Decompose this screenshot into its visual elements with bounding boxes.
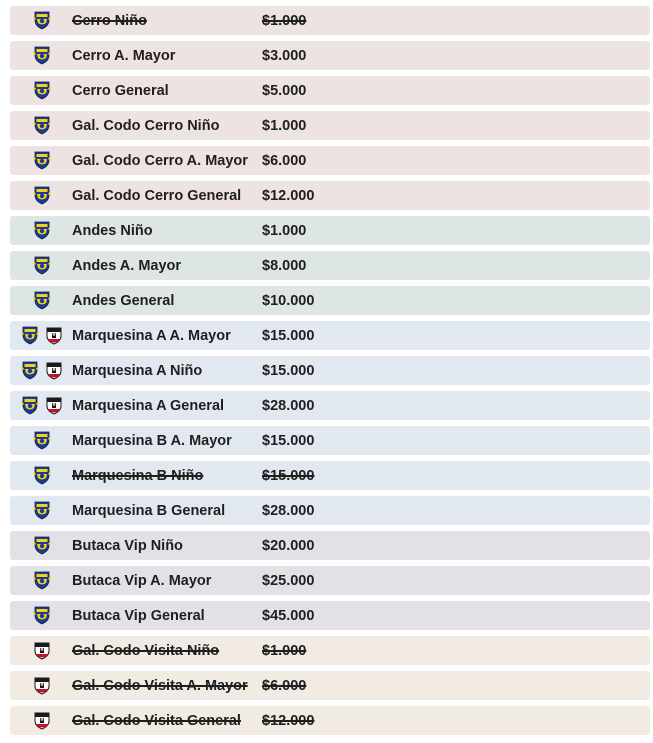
ticket-row[interactable] (10, 426, 650, 455)
everton-crest-icon (20, 325, 40, 345)
team-crests (10, 426, 72, 455)
ticket-price: $15.000 (262, 432, 315, 449)
ticket-row[interactable] (10, 321, 650, 350)
ticket-price: $6.000 (262, 677, 307, 694)
ticket-row[interactable] (10, 601, 650, 630)
ticket-price: $12.000 (262, 712, 315, 729)
ticket-row[interactable] (10, 531, 650, 560)
ticket-price: $1.000 (262, 117, 307, 134)
ticket-price: $1.000 (262, 222, 307, 239)
team-crests (10, 41, 72, 70)
ticket-label: Gal. Codo Cerro Niño (72, 117, 220, 134)
ticket-label: Marquesina A General (72, 397, 225, 414)
ticket-label: Cerro General (72, 82, 169, 99)
ticket-label: Gal. Codo Visita A. Mayor (72, 677, 248, 694)
ticket-price: $6.000 (262, 152, 307, 169)
ticket-price: $20.000 (262, 537, 315, 554)
team-crests (10, 356, 72, 385)
team-crests (10, 636, 72, 665)
colo-colo-crest-icon (44, 395, 64, 415)
everton-crest-icon (32, 465, 52, 485)
colo-colo-crest-icon (32, 675, 52, 695)
ticket-label: Gal. Codo Cerro A. Mayor (72, 152, 248, 169)
ticket-row[interactable] (10, 76, 650, 105)
ticket-row (10, 706, 650, 735)
ticket-price: $8.000 (262, 257, 307, 274)
everton-crest-icon (32, 535, 52, 555)
ticket-row[interactable] (10, 111, 650, 140)
everton-crest-icon (20, 395, 40, 415)
everton-crest-icon (32, 255, 52, 275)
ticket-label: Gal. Codo Visita Niño (72, 642, 220, 659)
everton-crest-icon (32, 605, 52, 625)
ticket-price: $15.000 (262, 362, 315, 379)
team-crests (10, 111, 72, 140)
colo-colo-crest-icon (32, 640, 52, 660)
everton-crest-icon (32, 220, 52, 240)
ticket-price: $25.000 (262, 572, 315, 589)
team-crests (10, 286, 72, 315)
ticket-label: Marquesina B A. Mayor (72, 432, 232, 449)
team-crests (10, 321, 72, 350)
ticket-row[interactable] (10, 391, 650, 420)
ticket-label: Marquesina B General (72, 502, 226, 519)
ticket-price: $28.000 (262, 397, 315, 414)
team-crests (10, 216, 72, 245)
everton-crest-icon (20, 360, 40, 380)
everton-crest-icon (32, 430, 52, 450)
everton-crest-icon (32, 45, 52, 65)
ticket-price: $3.000 (262, 47, 307, 64)
ticket-label: Butaca Vip A. Mayor (72, 572, 212, 589)
ticket-row[interactable] (10, 566, 650, 595)
team-crests (10, 461, 72, 490)
ticket-row[interactable] (10, 216, 650, 245)
ticket-row (10, 671, 650, 700)
ticket-label: Andes General (72, 292, 175, 309)
ticket-label: Cerro Niño (72, 12, 147, 29)
team-crests (10, 671, 72, 700)
team-crests (10, 391, 72, 420)
everton-crest-icon (32, 185, 52, 205)
ticket-price: $12.000 (262, 187, 315, 204)
ticket-row[interactable] (10, 181, 650, 210)
ticket-price: $10.000 (262, 292, 315, 309)
team-crests (10, 706, 72, 735)
team-crests (10, 181, 72, 210)
colo-colo-crest-icon (32, 710, 52, 730)
ticket-label: Andes Niño (72, 222, 153, 239)
everton-crest-icon (32, 115, 52, 135)
ticket-label: Marquesina B Niño (72, 467, 204, 484)
everton-crest-icon (32, 10, 52, 30)
ticket-price: $28.000 (262, 502, 315, 519)
team-crests (10, 496, 72, 525)
team-crests (10, 531, 72, 560)
ticket-row[interactable] (10, 41, 650, 70)
team-crests (10, 6, 72, 35)
ticket-row (10, 6, 650, 35)
team-crests (10, 251, 72, 280)
ticket-label: Marquesina A A. Mayor (72, 327, 231, 344)
ticket-label: Gal. Codo Visita General (72, 712, 241, 729)
ticket-label: Cerro A. Mayor (72, 47, 176, 64)
ticket-row (10, 461, 650, 490)
team-crests (10, 146, 72, 175)
ticket-price: $5.000 (262, 82, 307, 99)
ticket-price: $45.000 (262, 607, 315, 624)
ticket-label: Butaca Vip Niño (72, 537, 183, 554)
ticket-row[interactable] (10, 496, 650, 525)
everton-crest-icon (32, 150, 52, 170)
ticket-price: $15.000 (262, 467, 315, 484)
colo-colo-crest-icon (44, 360, 64, 380)
everton-crest-icon (32, 80, 52, 100)
colo-colo-crest-icon (44, 325, 64, 345)
ticket-price: $1.000 (262, 642, 307, 659)
everton-crest-icon (32, 290, 52, 310)
ticket-price: $15.000 (262, 327, 315, 344)
ticket-label: Marquesina A Niño (72, 362, 203, 379)
team-crests (10, 601, 72, 630)
team-crests (10, 76, 72, 105)
team-crests (10, 566, 72, 595)
ticket-price: $1.000 (262, 12, 307, 29)
ticket-row[interactable] (10, 251, 650, 280)
everton-crest-icon (32, 500, 52, 520)
everton-crest-icon (32, 570, 52, 590)
ticket-label: Gal. Codo Cerro General (72, 187, 242, 204)
ticket-label: Andes A. Mayor (72, 257, 182, 274)
ticket-row[interactable] (10, 356, 650, 385)
ticket-row (10, 636, 650, 665)
ticket-label: Butaca Vip General (72, 607, 205, 624)
ticket-row[interactable] (10, 286, 650, 315)
ticket-row[interactable] (10, 146, 650, 175)
